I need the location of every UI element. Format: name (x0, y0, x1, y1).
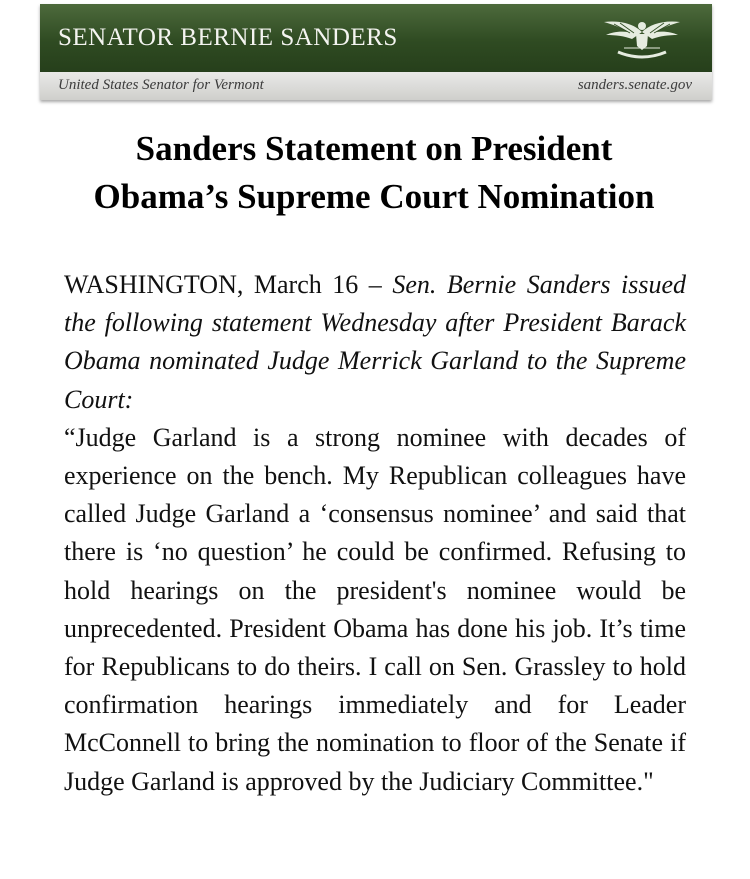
intro-paragraph (64, 266, 686, 419)
dateline: WASHINGTON, March 16 – (64, 270, 382, 299)
quote-paragraph: “Judge Garland is a strong nominee with decades of experience on the bench. My Republican colleagues have called Judge Garland a ‘consensus nominee’ and said that there is ‘no question’ he could be confirmed. Refusing to hold hearings on the president's nominee would be unprecedented. President Obama has done his job. It’s time for Republicans to do theirs. I call on Sen. Grassley to hold confirmation hearings immediately and for Leader McConnell to bring the nomination to floor of the Senate if Judge Garland is approved by the Judiciary Committee." (64, 422, 686, 796)
website-url: sanders.senate.gov (577, 77, 692, 93)
senator-name-title: SENATOR BERNIE SANDERS (58, 24, 398, 51)
intro-text: Sen. Bernie Sanders issued the following statement Wednesday after President Barack Obama nominated Judge Merrick Garland to the Supreme Court: (64, 270, 687, 414)
article-headline: Sanders Statement on President Obama’s Supreme Court Nomination (93, 129, 655, 216)
eagle-seal-icon (594, 12, 690, 64)
letterhead-banner (40, 4, 712, 100)
banner-grey-bar (40, 72, 712, 100)
banner-green-bar (40, 4, 712, 72)
senator-subtitle: United States Senator for Vermont (58, 77, 264, 93)
article-body (64, 266, 686, 801)
